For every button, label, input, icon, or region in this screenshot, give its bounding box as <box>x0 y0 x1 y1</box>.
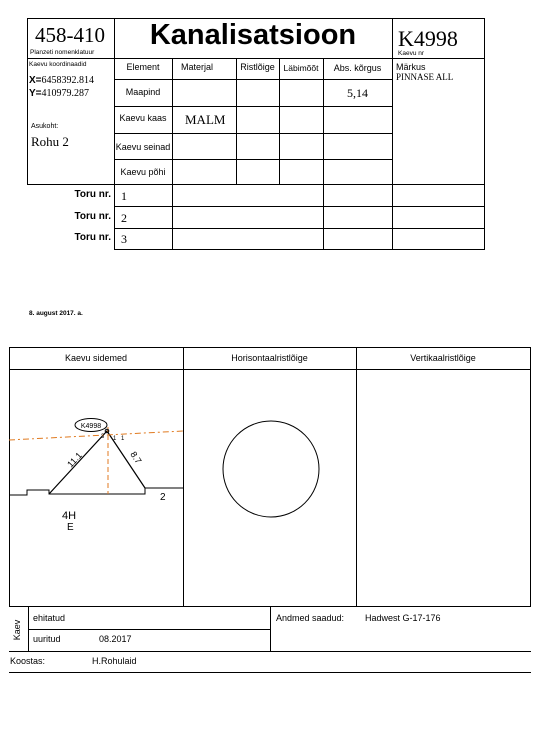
nomenclature-value: 458-410 <box>35 23 105 47</box>
building-outline <box>9 488 183 495</box>
row-element: Kaevu põhi <box>120 167 166 177</box>
pipe-label: Toru nr. <box>74 232 111 243</box>
row-element: Maapind <box>125 87 161 97</box>
coord-x-value: 6458392.814 <box>41 75 95 86</box>
document-date: 8. august 2017. a. <box>29 310 83 317</box>
row-element: Kaevu seinad <box>115 142 171 152</box>
mark-1a: 1 <box>113 436 117 442</box>
well-link-sketch <box>9 370 183 606</box>
mark-2: 2 <box>160 492 166 503</box>
mark-3: 3 <box>101 434 105 440</box>
col-diameter: Läbimõõt <box>283 63 319 73</box>
coord-x <box>29 75 94 86</box>
coord-y-value: 410979.287 <box>41 88 90 99</box>
document-title: Kanalisatsioon <box>149 19 357 51</box>
well-circle <box>223 421 319 517</box>
horizontal-section-drawing <box>184 370 356 606</box>
row-abs-value: 5,14 <box>347 86 368 100</box>
coords-label: Kaevu koordinaadid <box>29 61 87 68</box>
surveyed-label: uuritud <box>33 634 61 644</box>
coord-y-label: Y= <box>29 88 42 99</box>
surveyed-value: 08.2017 <box>99 634 132 644</box>
side-label: Kaev <box>12 619 22 641</box>
author-label: Koostas: <box>10 656 46 666</box>
well-number-label: Kaevu nr <box>398 50 425 57</box>
location-value: Rohu 2 <box>31 134 69 149</box>
built-label: ehitatud <box>33 613 66 623</box>
location-label: Asukoht: <box>31 123 59 130</box>
col-element: Element <box>126 62 160 72</box>
source-value: Hadwest G-17-176 <box>365 613 441 623</box>
sketch-col-vertical: Vertikaalristlõige <box>410 353 476 363</box>
row-element: Kaevu kaas <box>119 113 167 123</box>
nomenclature-label: Planzeti nomenklatuur <box>30 49 95 56</box>
col-abs-height: Abs. kõrgus <box>333 63 382 73</box>
source-label: Andmed saadud: <box>276 613 345 623</box>
remark-value: PINNASE ALL <box>396 72 454 82</box>
well-number-value: K4998 <box>398 26 458 51</box>
sketch-col-links: Kaevu sidemed <box>64 353 128 363</box>
dim-left: 11.1 <box>65 450 84 470</box>
building-sub: E <box>67 522 74 533</box>
mark-1b: 1 <box>121 436 125 442</box>
row-material-value: MALM <box>185 112 226 127</box>
col-material: Materjal <box>180 62 213 72</box>
side-label-box <box>9 612 27 648</box>
dim-right: 8.7 <box>128 449 144 466</box>
col-remark: Märkus <box>396 62 426 72</box>
pipe-value: 1 <box>121 189 127 203</box>
coord-x-label: X= <box>29 75 42 86</box>
link-triangle <box>49 431 145 494</box>
author-value: H.Rohulaid <box>92 656 137 666</box>
building-label: 4H <box>62 510 77 522</box>
coord-y <box>29 88 89 99</box>
sketch-col-horizontal: Horisontaalristlõige <box>231 353 308 363</box>
pipe-axis-line <box>9 431 183 440</box>
pipe-label: Toru nr. <box>74 189 111 200</box>
pipe-label: Toru nr. <box>74 211 111 222</box>
well-tag: K4998 <box>80 423 102 430</box>
pipe-value: 3 <box>121 232 127 246</box>
pipe-value: 2 <box>121 211 127 225</box>
col-cross-section: Ristlõige <box>240 62 275 72</box>
